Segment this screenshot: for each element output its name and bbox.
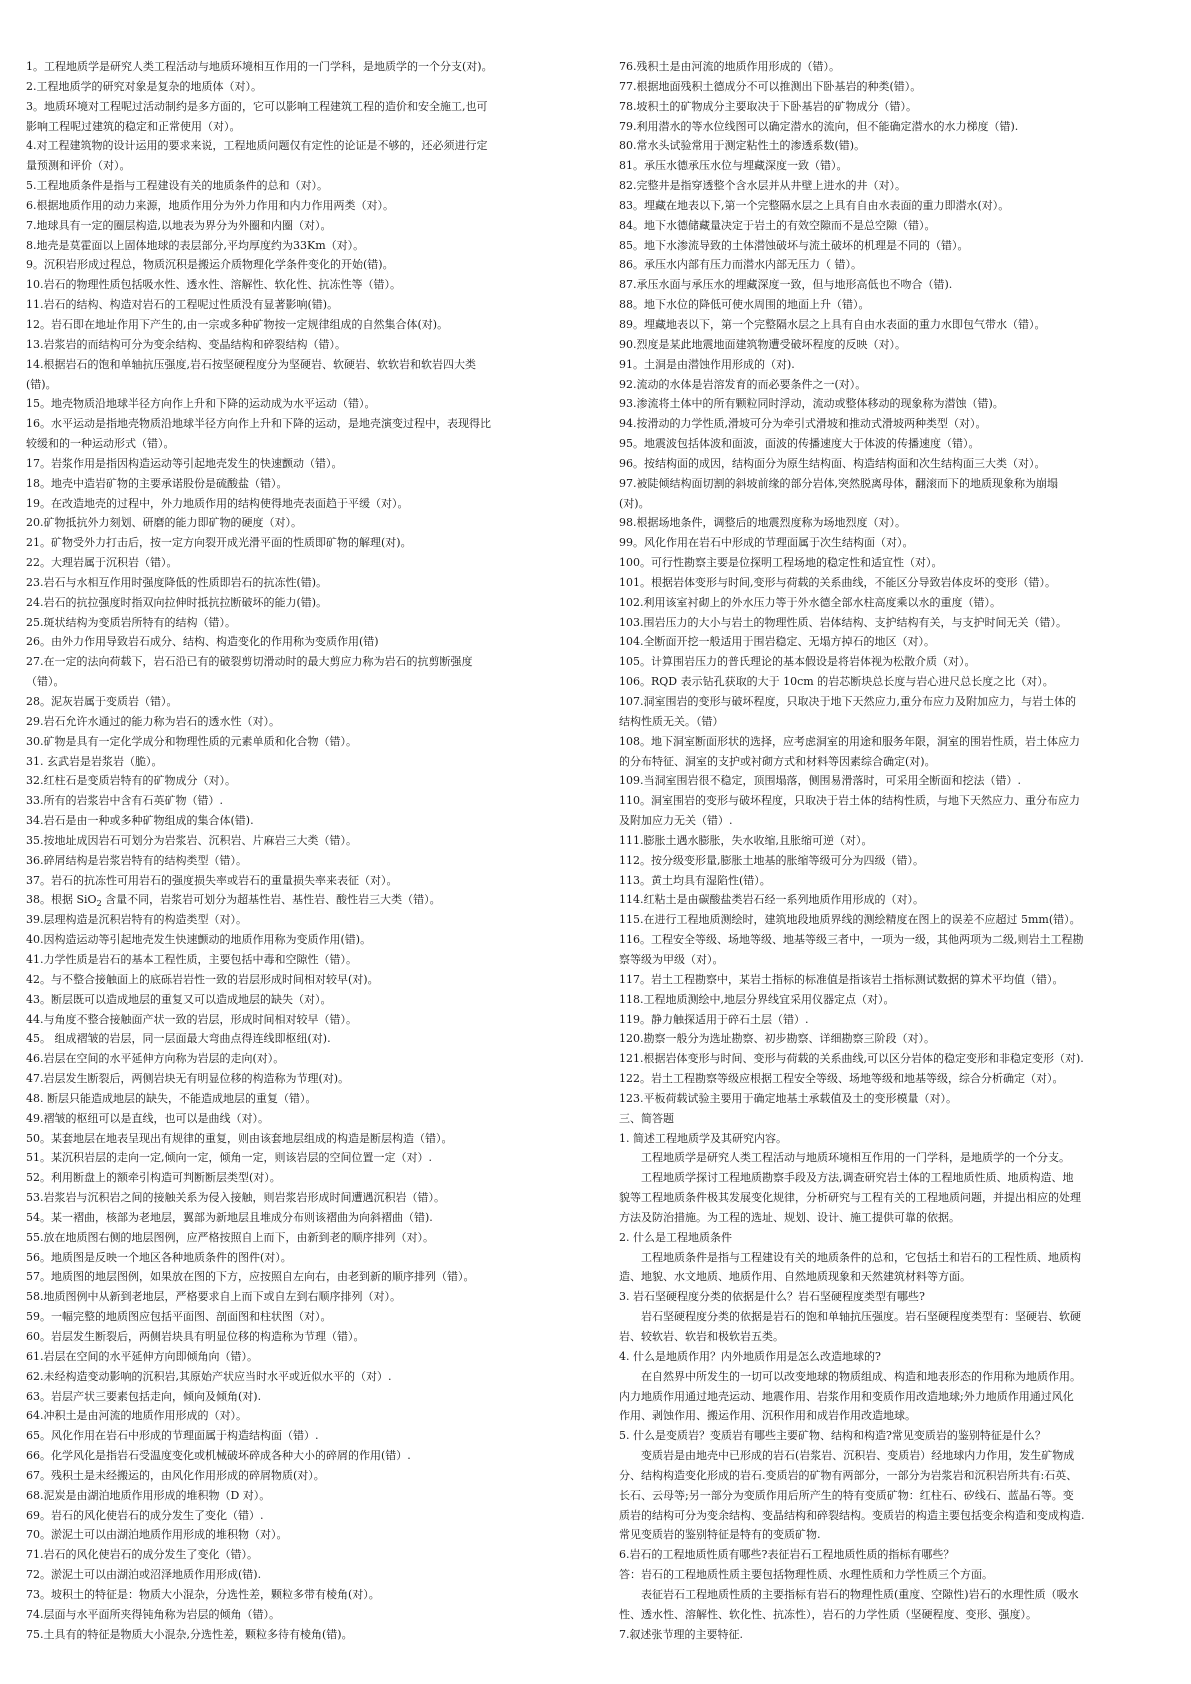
- text-line: 110。洞室围岩的变形与破坏程度，只取决于岩土体的结构性质，与地下天然应力、重分布应力: [619, 794, 1080, 808]
- text-line: 48. 断层只能造成地层的缺失，不能造成地层的重复（错）。: [26, 1091, 317, 1105]
- text-line: 工程地质学是研究人类工程活动与地质环境相互作用的一门学科，是地质学的一个分支。: [641, 1151, 1070, 1165]
- text-line: 118.工程地质测绘中,地层分界线宜采用仪器定点（对）。: [619, 992, 895, 1006]
- text-line: 79.利用潜水的等水位线图可以确定潜水的流向，但不能确定潜水的水力梯度（错).: [619, 119, 1019, 133]
- text-line: 20.矿物抵抗外力刻划、研磨的能力即矿物的硬度（对）。: [26, 516, 302, 530]
- text-line: 94.按滑动的力学性质,滑坡可分为牵引式滑坡和推动式滑坡两种类型（对）。: [619, 417, 987, 431]
- text-line: 46.岩层在空间的水平延伸方向称为岩层的走向(对）。: [26, 1052, 285, 1066]
- text-line: 性、透水性、溶解性、软化性、抗冻性），岩石的力学性质（坚硬程度、变形、强度）。: [619, 1607, 1037, 1621]
- text-line: 104.全断面开挖一般适用于围岩稳定、无塌方掉石的地区（对）。: [619, 635, 935, 649]
- text-line: 88。地下水位的降低可使水周围的地面上升（错）。: [619, 298, 870, 312]
- text-line: 较缓和的一种运动形式（错）。: [26, 437, 175, 451]
- text-line: 33.所有的岩浆岩中含有石英矿物（错）.: [26, 794, 223, 808]
- text-line: 120.勘察一般分为选址勘察、初步勘察、详细勘察三阶段（对）。: [619, 1032, 935, 1046]
- text-line: 3。地质环境对工程呢过活动制约是多方面的，它可以影响工程建筑工程的造价和安全施工,也可: [26, 99, 488, 113]
- text-line: 19。在改造地壳的过程中，外力地质作用的结构使得地壳表面趋于平缓（对）。: [26, 496, 409, 510]
- text-line: 9。沉积岩形成过程总，物质沉积是搬运介质物理化学条件变化的开始(错)。: [26, 258, 394, 272]
- text-line: 7.地球具有一定的圈层构造,以地表为界分为外圈和内圈（对）。: [26, 218, 332, 232]
- text-line: 81。承压水德承压水位与埋藏深度一致（错）。: [619, 159, 848, 173]
- text-line: 53.岩浆岩与沉积岩之间的接触关系为侵入接触，则岩浆岩形成时间遭遇沉积岩（错）。: [26, 1191, 445, 1205]
- text-line: 5.工程地质条件是指与工程建设有关的地质条件的总和（对）。: [26, 179, 328, 193]
- text-line: 103.围岩压力的大小与岩土的物理性质、岩体结构、支护结构有关，与支护时间无关（错）。: [619, 615, 1067, 629]
- text-line: 116。工程安全等级、场地等级、地基等级三者中，一项为一级，其他两项为二级,则岩土工程勘: [619, 933, 1084, 947]
- text-line: 117。岩土工程勘察中，某岩土指标的标准值是指该岩土指标测试数据的算术平均值（错）。: [619, 972, 1064, 986]
- text-line: 8.地壳是莫霍面以上固体地球的表层部分,平均厚度约为33Km（对）。: [26, 238, 365, 252]
- text-line: 64.冲积土是由河流的地质作用形成的（对）。: [26, 1409, 247, 1423]
- text-line: 113。黄土均具有湿陷性(错）。: [619, 873, 771, 887]
- text-line: 15。地壳物质沿地球半径方向作上升和下降的运动成为水平运动（错）。: [26, 397, 376, 411]
- text-line: 13.岩浆岩的而结构可分为变余结构、变晶结构和碎裂结构（错）。: [26, 337, 346, 351]
- text-line: 76.残积土是由河流的地质作用形成的（错）。: [619, 60, 840, 73]
- text-line: 84。地下水德储藏量决定于岩土的有效空隙而不是总空隙（错）。: [619, 218, 936, 232]
- text-line: 34.岩石是由一种或多种矿物组成的集合体(错).: [26, 814, 254, 828]
- text-line: 111.膨胀土遇水膨胀，失水收缩,且胀缩可逆（对）。: [619, 833, 873, 847]
- text-line: 86。承压水内部有压力而潜水内部无压力（ 错）。: [619, 258, 862, 272]
- text-line: (对)。: [619, 496, 650, 510]
- text-line: 108。地下洞室断面形状的选择，应考虑洞室的用途和服务年限，洞室的围岩性质，岩土体应力: [619, 734, 1080, 748]
- text-line: 52。利用断盘上的额牵引构造可判断断层类型(对）。: [26, 1171, 281, 1185]
- text-line: 量预测和评价（对）。: [26, 159, 131, 173]
- text-line: 109.当洞室围岩很不稳定，顶围塌落，侧围易滑落时，可采用全断面和挖法（错）.: [619, 774, 1021, 788]
- text-line: 4.对工程建筑物的设计运用的要求来说，工程地质问题仅有定性的论证是不够的，还必须进行定: [26, 139, 488, 153]
- text-line: 6.岩石的工程地质性质有哪些?表征岩石工程地质性质的指标有哪些？: [619, 1548, 955, 1562]
- text-line: 77.根据地面残积土德成分不可以推测出下卧基岩的种类(错）。: [619, 79, 922, 93]
- text-line: 貌等工程地质条件极其发展变化规律，分析研究与工程有关的工程地质问题，并提出相应的处理: [619, 1191, 1081, 1205]
- text-line: 的分布特征、洞室的支护或衬砌方式和材料等因素综合确定(对)。: [619, 754, 936, 768]
- text-line: 39.层理构造是沉积岩特有的构造类型（对）。: [26, 913, 247, 927]
- text-line: 91。土洞是由潜蚀作用形成的（对).: [619, 357, 795, 371]
- text-line: 41.力学性质是岩石的基本工程性质，主要包括中毒和空隙性（错）。: [26, 952, 357, 966]
- text-line: 122。岩土工程勘察等级应根据工程安全等级、场地等级和地基等级，综合分析确定（对）。: [619, 1072, 1064, 1086]
- text-line: 100。可行性勘察主要是位探明工程场地的稳定性和适宜性（对）。: [619, 556, 943, 570]
- text-line: 58.地质图例中从新到老地层，严格要求自上而下或自左到右顺序排列（对）。: [26, 1290, 401, 1304]
- text-line: 45。 组成褶皱的岩层，同一层面最大弯曲点得连线即枢纽(对).: [26, 1032, 331, 1046]
- text-line: 72。淤泥土可以由湖泊或沼泽地质作用形成(错).: [26, 1568, 262, 1582]
- text-line: 85。地下水渗流导致的土体潜蚀破坏与流土破坏的机理是不同的（错）。: [619, 238, 969, 252]
- text-line: 69。岩石的风化使岩石的成分发生了变化（错）.: [26, 1508, 264, 1522]
- text-line: 42。与不整合接触面上的底砾岩岩性一致的岩层形成时间相对较早(对)。: [26, 972, 379, 986]
- text-line: 31. 玄武岩是岩浆岩（脆）。: [26, 754, 163, 768]
- text-line: 作用、剥蚀作用、搬运作用、沉积作用和成岩作用改造地球。: [619, 1409, 916, 1423]
- text-line: 21。矿物受外力打击后，按一定方向裂开成光滑平面的性质即矿物的解理(对)。: [26, 536, 412, 550]
- text-line: 112。按分级变形量,膨胀土地基的胀缩等级可分为四级（错）。: [619, 853, 924, 867]
- text-line: 96。按结构面的成因，结构面分为原生结构面、构造结构面和次生结构面三大类（对）。: [619, 456, 1046, 470]
- text-line: 38。根据 SiO$_2$ 含量不同，岩浆岩可划分为超基性岩、基性岩、酸性岩三大类（错）。: [26, 893, 441, 909]
- text-line: 82.完整井是指穿透整个含水层并从井壁上进水的井（对）。: [619, 179, 906, 193]
- text-line: 14.根据岩石的饱和单轴抗压强度,岩石按坚硬程度分为坚硬岩、软硬岩、软软岩和软岩四大类: [26, 357, 476, 371]
- text-line: 67。残积土是未经搬运的，由风化作用形成的碎屑物质(对）。: [26, 1468, 325, 1482]
- text-line: 123.平板荷载试验主要用于确定地基土承载值及土的变形模量（对）。: [619, 1091, 957, 1105]
- text-line: 岩石坚硬程度分类的依据是岩石的饱和单轴抗压强度。岩石坚硬程度类型有：坚硬岩、软硬: [641, 1310, 1081, 1324]
- text-line: 105。计算围岩压力的普氏理论的基本假设是将岩体视为松散介质（对）。: [619, 655, 976, 669]
- text-line: 岩、较软岩、软岩和极软岩五类。: [619, 1330, 784, 1343]
- text-line: 50。某套地层在地表呈现出有规律的重复，则由该套地层组成的构造是断层构造（错）。: [26, 1131, 453, 1145]
- text-line: 三、简答题: [619, 1111, 674, 1125]
- text-line: 结构性质无关。（错）: [619, 714, 724, 728]
- text-line: 及附加应力无关（错）.: [619, 814, 733, 828]
- text-line: (错)。: [26, 377, 57, 391]
- text-line: 29.岩石允许水通过的能力称为岩石的透水性（对）。: [26, 714, 280, 728]
- text-line: 98.根据场地条件，调整后的地震烈度称为场地烈度（对）。: [619, 516, 906, 530]
- text-line: 内力地质作用通过地壳运动、地震作用、岩浆作用和变质作用改造地球;外力地质作用通过风化: [619, 1389, 1074, 1403]
- text-line: 59。一幅完整的地质图应包括平面图、剖面图和柱状图（对）。: [26, 1310, 332, 1324]
- text-line: 分、结构构造变化形成的岩石.变质岩的矿物有两部分，一部分为岩浆岩和沉积岩所共有:石英、: [619, 1468, 1078, 1482]
- text-line: 表征岩石工程地质性质的主要指标有岩石的物理性质(重度、空隙性)岩石的水理性质（吸水: [641, 1587, 1079, 1601]
- text-line: 23.岩石与水相互作用时强度降低的性质即岩石的抗冻性(错)。: [26, 575, 328, 589]
- text-line: 32.红柱石是变质岩特有的矿物成分（对）。: [26, 774, 236, 788]
- text-line: 变质岩是由地壳中已形成的岩石(岩浆岩、沉积岩、变质岩）经地球内力作用，发生矿物成: [641, 1449, 1075, 1463]
- text-line: 65。风化作用在岩石中形成的节理面属于构造结构面（错）.: [26, 1429, 319, 1443]
- text-line: 影响工程呢过建筑的稳定和正常使用（对）。: [26, 119, 241, 133]
- text-line: 6.根据地质作用的动力来源，地质作用分为外力作用和内力作用两类（对）。: [26, 198, 394, 212]
- text-line: 44.与角度不整合接触面产状一致的岩层，形成时间相对较早（错）。: [26, 1012, 357, 1026]
- text-line: 80.常水头试验常用于测定粘性土的渗透系数(错)。: [619, 139, 866, 153]
- text-line: 25.斑状结构为变质岩所特有的结构（错）。: [26, 615, 236, 629]
- text-line: 工程地质学探讨工程地质勘察手段及方法,调查研究岩土体的工程地质性质、地质构造、地: [641, 1171, 1074, 1185]
- right-column: [619, 57, 1167, 1645]
- text-line: 3. 岩石坚硬程度分类的依据是什么？岩石坚硬程度类型有哪些?: [619, 1290, 925, 1304]
- text-line: 22。大理岩属于沉积岩（错）。: [26, 556, 178, 570]
- text-line: 26。由外力作用导致岩石成分、结构、构造变化的作用称为变质作用(错): [26, 635, 379, 649]
- text-line: （错）。: [26, 675, 65, 689]
- text-line: 57。地质图的地层图例，如果放在图的下方，应按照自左向右，由老到新的顺序排列（错）。: [26, 1270, 475, 1284]
- text-line: 119。静力触探适用于碎石土层（错）.: [619, 1012, 809, 1026]
- text-line: 70。淤泥土可以由湖泊地质作用形成的堆积物（对）。: [26, 1528, 288, 1542]
- text-line: 93.渗流将土体中的所有颗粒同时浮动，流动或整体移动的现象称为潜蚀（错)。: [619, 397, 1004, 411]
- text-line: 40.因构造运动等引起地壳发生快速颤动的地质作用称为变质作用(错)。: [26, 933, 372, 947]
- text-line: 68.泥炭是由湖泊地质作用形成的堆积物（D 对）。: [26, 1488, 271, 1502]
- text-line: 方法及防治措施。为工程的选址、规划、设计、施工提供可靠的依据。: [619, 1210, 960, 1224]
- text-line: 工程地质条件是指与工程建设有关的地质条件的总和，它包括土和岩石的工程性质、地质构: [641, 1250, 1081, 1264]
- text-line: 121.根据岩体变形与时间、变形与荷载的关系曲线,可以区分岩体的稳定变形和非稳定变形（对).: [619, 1052, 1084, 1066]
- text-line: 87.承压水面与承压水的埋藏深度一致，但与地形高低也不吻合（错).: [619, 278, 953, 292]
- text-line: 16。水平运动是指地壳物质沿地球半径方向作上升和下降的运动，是地壳演变过程中，表现得比: [26, 417, 491, 431]
- text-line: 114.红粘土是由碳酸盐类岩石经一系列地质作用形成的（对）。: [619, 893, 924, 907]
- text-line: 60。岩层发生断裂后，两侧岩块具有明显位移的构造称为节理（错）。: [26, 1330, 365, 1343]
- text-line: 37。岩石的抗冻性可用岩石的强度损失率或岩石的重量损失率来表征（对）。: [26, 873, 398, 887]
- text-line: 89。埋藏地表以下，第一个完整隔水层之上具有自由水表面的重力水即包气带水（错）。: [619, 317, 1046, 331]
- text-line: 1. 简述工程地质学及其研究内容。: [619, 1131, 787, 1145]
- text-line: 12。岩石即在地址作用下产生的,由一宗或多种矿物按一定规律组成的自然集合体(对)。: [26, 317, 449, 331]
- text-line: 115.在进行工程地质测绘时，建筑地段地质界线的测绘精度在图上的误差不应超过 5mm(错）。: [619, 913, 1081, 927]
- text-line: 4. 什么是地质作用？内外地质作用是怎么改造地球的?: [619, 1349, 881, 1363]
- text-line: 11.岩石的结构、构造对岩石的工程呢过性质没有显著影响(错)。: [26, 298, 339, 312]
- text-line: 36.碎屑结构是岩浆岩特有的结构类型（错）。: [26, 853, 247, 867]
- text-line: 造、地貌、水文地质、地质作用、自然地质现象和天然建筑材料等方面。: [619, 1270, 971, 1284]
- text-line: 66。化学风化是指岩石受温度变化或机械破坏碎成各种大小的碎屑的作用(错）.: [26, 1449, 411, 1463]
- left-column: [26, 57, 554, 1645]
- text-line: 107.洞室围岩的变形与破坏程度，只取决于地下天然应力,重分布应力及附加应力，与岩土体的: [619, 695, 1076, 708]
- text-line: 47.岩层发生断裂后，两侧岩块无有明显位移的构造称为节理(对)。: [26, 1072, 350, 1086]
- text-line: 92.流动的水体是岩溶发育的而必要条件之一(对）。: [619, 377, 867, 391]
- text-line: 18。地壳中造岩矿物的主要承诺股份是硫酸盐（错）。: [26, 476, 288, 490]
- text-line: 73。坡积土的特征是：物质大小混杂，分选性差，颗粒多带有棱角(对）。: [26, 1587, 380, 1601]
- text-line: 49.褶皱的枢纽可以是直线，也可以是曲线（对）。: [26, 1111, 269, 1125]
- text-line: 1。工程地质学是研究人类工程活动与地质环境相互作用的一门学科，是地质学的一个分支(对)。: [26, 60, 493, 73]
- text-line: 101。根据岩体变形与时间,变形与荷载的关系曲线，不能区分导致岩体皮坏的变形（错）。: [619, 575, 1056, 589]
- text-line: 102.利用该室衬砌上的外水压力等于外水德全部水柱高度乘以水的重度（错）。: [619, 595, 1001, 609]
- text-line: 在自然界中所发生的一切可以改变地球的物质组成、构造和地表形态的作用称为地质作用。: [641, 1369, 1081, 1383]
- text-line: 95。地震波包括体波和面波，面波的传播速度大于体波的传播速度（错）。: [619, 437, 980, 451]
- text-line: 长石、云母等;另一部分为变质作用后所产生的特有变质矿物：红柱石、矽线石、蓝晶石等。变: [619, 1488, 1074, 1502]
- text-line: 61.岩层在空间的水平延伸方向即倾角向（错）。: [26, 1349, 258, 1363]
- text-line: 63。岩层产状三要素包括走向，倾向及倾角(对).: [26, 1389, 262, 1403]
- text-line: 78.坡积土的矿物成分主要取决于下卧基岩的矿物成分（错）。: [619, 99, 917, 113]
- text-line: 51。某沉积岩层的走向一定,倾向一定，倾角一定，则该岩层的空间位置一定（对）.: [26, 1151, 432, 1165]
- text-line: 质岩的结构可分为变余结构、变晶结构和碎裂结构。变质岩的构造主要包括变余构造和变成构造.: [619, 1508, 1085, 1522]
- text-line: 54。某一褶曲，核部为老地层，翼部为新地层且堆成分布则该褶曲为向斜褶曲（错).: [26, 1210, 433, 1224]
- text-line: 24.岩石的抗拉强度时指双向拉伸时抵抗拉断破坏的能力(错)。: [26, 595, 328, 609]
- text-line: 99。风化作用在岩石中形成的节理面属于次生结构面（对）。: [619, 536, 914, 550]
- text-line: 97.被陡倾结构面切割的斜坡前缘的部分岩体,突然脱离母体，翻滚而下的地质现象称为崩塌: [619, 476, 1058, 490]
- text-line: 83。埋藏在地表以下,第一个完整隔水层之上具有自由水表面的重力即潜水(对）。: [619, 198, 1010, 212]
- text-line: 2.工程地质学的研究对象是复杂的地质体（对）。: [26, 79, 262, 93]
- text-line: 17。岩浆作用是指因构造运动等引起地壳发生的快速颤动（错）。: [26, 456, 343, 470]
- text-line: 90.烈度是某此地震地面建筑物遭受破坏程度的反映（对）。: [619, 337, 906, 351]
- text-line: 35.按地址成因岩石可划分为岩浆岩、沉积岩、片麻岩三大类（错）。: [26, 833, 357, 847]
- text-line: 27.在一定的法向荷载下，岩石沿已有的破裂剪切滑动时的最大剪应力称为岩石的抗剪断强度: [26, 655, 473, 669]
- text-line: 7.叙述张节理的主要特征.: [619, 1627, 743, 1641]
- text-line: 74.层面与水平面所夹得钝角称为岩层的倾角（错）。: [26, 1607, 280, 1621]
- text-line: 2. 什么是工程地质条件: [619, 1230, 732, 1244]
- text-line: 55.放在地质图右侧的地层图例，应严格按照自上而下，由新到老的顺序排列（对）。: [26, 1230, 434, 1244]
- text-line: 30.矿物是具有一定化学成分和物理性质的元素单质和化合物（错）。: [26, 734, 357, 748]
- text-line: 察等级为甲级（对）。: [619, 952, 724, 966]
- text-line: 常见变质岩的鉴别特征是特有的变质矿物.: [619, 1528, 821, 1542]
- text-line: 10.岩石的物理性质包括吸水性、透水性、溶解性、软化性、抗冻性等（错）。: [26, 278, 401, 292]
- text-line: 43。断层既可以造成地层的重复又可以造成地层的缺失（对）。: [26, 992, 332, 1006]
- text-line: 5. 什么是变质岩？变质岩有哪些主要矿物、结构和构造?常见变质岩的鉴别特征是什么？: [619, 1429, 1046, 1443]
- text-line: 71.岩石的风化使岩石的成分发生了变化（错）。: [26, 1548, 258, 1562]
- text-line: 75.土具有的特征是物质大小混杂,分选性差，颗粒多待有棱角(错)。: [26, 1627, 353, 1641]
- text-line: 答：岩石的工程地质性质主要包括物理性质、水理性质和力学性质三个方面。: [619, 1568, 993, 1582]
- text-line: 28。泥灰岩属于变质岩（错）。: [26, 695, 178, 708]
- text-line: 106。RQD 表示钻孔获取的大于 10cm 的岩芯断块总长度与岩心进尺总长度之比（对）。: [619, 675, 1054, 689]
- text-line: 62.未经构造变动影响的沉积岩,其原始产状应当时水平或近似水平的（对）.: [26, 1369, 392, 1383]
- text-line: 56。地质图是反映一个地区各种地质条件的图件(对）。: [26, 1250, 292, 1264]
